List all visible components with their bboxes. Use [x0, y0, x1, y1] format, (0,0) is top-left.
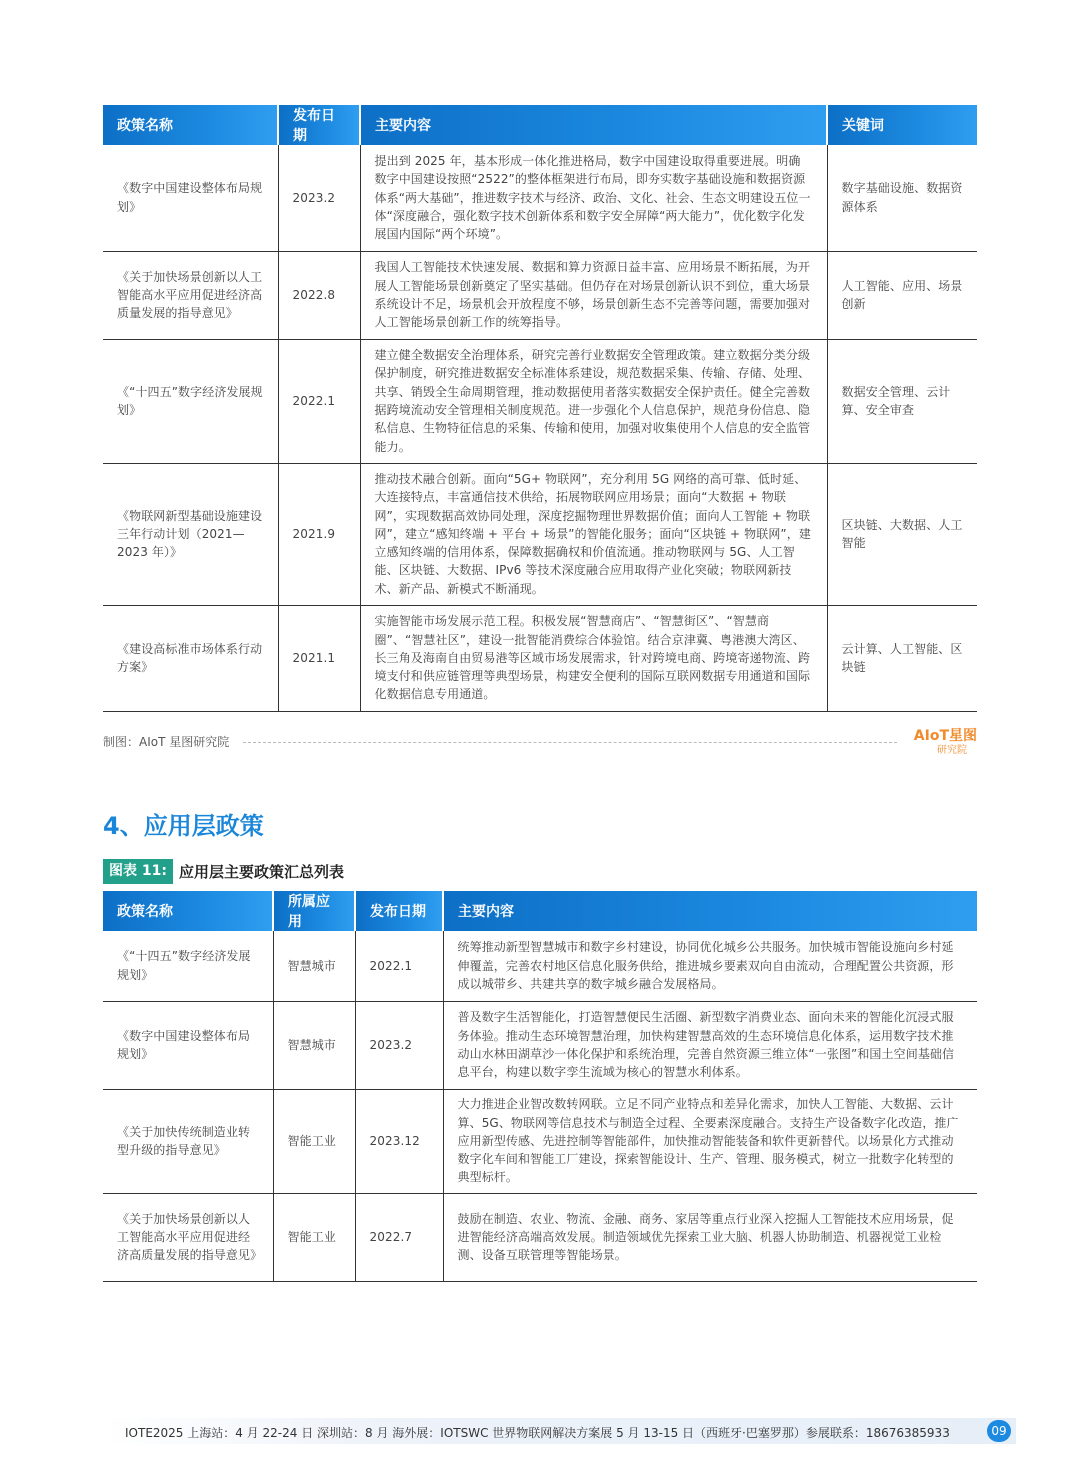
header-keywords: 关键词	[827, 105, 977, 145]
application: 智能工业	[273, 1089, 355, 1193]
table-row	[103, 1193, 977, 1281]
policy-name: 《关于加快传统制造业转型升级的指导意见》	[103, 1089, 273, 1193]
application: 智慧城市	[273, 1001, 355, 1089]
header-main-content: 主要内容	[443, 891, 977, 931]
release-date: 2022.7	[355, 1193, 443, 1281]
footer-text: IOTE2025 上海站：4 月 22-24 日 深圳站：8 月 海外展：IOTSWC 世界物联网解决方案展 5 月 13-15 日（西班牙·巴塞罗那）参展联系：18676385933	[125, 1426, 950, 1440]
policy-name: 《建设高标准市场体系行动方案》	[103, 605, 278, 711]
main-content: 实施智能市场发展示范工程。积极发展“智慧商店”、“智慧街区”、“智慧商圈”、“智慧社区”，建设一批智能消费综合体验馆。结合京津冀、粤港澳大湾区、长三角及海南自由贸易港等区域市场发展需求，针对跨境电商、跨境寄递物流、跨境支付和供应链管理等典型场景，构建安全便利的国际互联网数据专用通道和国际化数据信息专用通道。	[360, 605, 827, 711]
keywords: 区块链、大数据、人工智能	[827, 463, 977, 605]
policy-name: 《关于加快场景创新以人工智能高水平应用促进经济高质量发展的指导意见》	[103, 1193, 273, 1281]
main-content: 推动技术融合创新。面向“5G+ 物联网”，充分利用 5G 网络的高可靠、低时延、大连接特点，丰富通信技术供给，拓展物联网应用场景；面向“大数据 + 物联网”，实现数据高效协同处理，深度挖掘物理世界数据价值；面向人工智能 + 物联网”，建立“感知终端 + 平台 + 场景”的智能化服务；面向“区块链 + 物联网”，建立感知终端的信用体系，保障数据确权和价值流通。推动物联网与 5G、人工智能、区块链、大数据、IPv6 等技术深度融合应用取得产业化突破；物联网新技术、新产品、新模式不断涌现。	[360, 463, 827, 605]
policy-table-application	[103, 891, 977, 1282]
release-date: 2021.9	[278, 463, 360, 605]
table-row	[103, 605, 977, 711]
policy-name: 《数字中国建设整体布局规划》	[103, 145, 278, 251]
figure-label	[103, 859, 344, 884]
header-application: 所属应用	[273, 891, 355, 931]
keywords: 数字基础设施、数据资源体系	[827, 145, 977, 251]
policy-name: 《数字中国建设整体布局规划》	[103, 1001, 273, 1089]
header-policy-name: 政策名称	[103, 891, 273, 931]
policy-name: 《物联网新型基础设施建设三年行动计划（2021—2023 年）》	[103, 463, 278, 605]
policy-table-infrastructure	[103, 105, 977, 712]
table-header-row	[103, 105, 977, 145]
policy-name: 《“十四五”数字经济发展规划》	[103, 931, 273, 1001]
page-number: 09	[987, 1420, 1011, 1442]
header-release-date: 发布日期	[355, 891, 443, 931]
aiot-logo	[907, 725, 977, 755]
keywords: 人工智能、应用、场景创新	[827, 251, 977, 339]
footer-bar	[103, 1418, 1016, 1444]
figure-title: 应用层主要政策汇总列表	[178, 863, 344, 881]
logo-sub-text: 研究院	[937, 745, 967, 756]
header-release-date: 发布日期	[278, 105, 360, 145]
policy-name: 《关于加快场景创新以人工智能高水平应用促进经济高质量发展的指导意见》	[103, 251, 278, 339]
figure-badge: 图表 11:	[103, 859, 173, 884]
table-row	[103, 463, 977, 605]
table-row	[103, 931, 977, 1001]
application: 智能工业	[273, 1193, 355, 1281]
main-content: 普及数字生活智能化，打造智慧便民生活圈、新型数字消费业态、面向未来的智能化沉浸式服务体验。推动生态环境智慧治理，加快构建智慧高效的生态环境信息化体系，运用数字技术推动山水林田湖草沙一体化保护和系统治理，完善自然资源三维立体“一张图”和国土空间基础信息平台，构建以数字孪生流域为核心的智慧水利体系。	[443, 1001, 977, 1089]
source-divider	[243, 742, 897, 743]
release-date: 2021.1	[278, 605, 360, 711]
table-row	[103, 145, 977, 251]
table-row	[103, 251, 977, 339]
release-date: 2023.2	[278, 145, 360, 251]
main-content: 我国人工智能技术快速发展、数据和算力资源日益丰富、应用场景不断拓展，为开展人工智能场景创新奠定了坚实基础。但仍存在对场景创新认识不到位，重大场景系统设计不足，场景机会开放程度不够，场景创新生态不完善等问题，需要加强对人工智能场景创新工作的统筹指导。	[360, 251, 827, 339]
main-content: 统筹推动新型智慧城市和数字乡村建设，协同优化城乡公共服务。加快城市智能设施向乡村延伸覆盖，完善农村地区信息化服务供给，推进城乡要素双向自由流动，合理配置公共资源，形成以城带乡、共建共享的数字城乡融合发展格局。	[443, 931, 977, 1001]
release-date: 2022.1	[355, 931, 443, 1001]
keywords: 数据安全管理、云计算、安全审查	[827, 339, 977, 463]
source-text: 制图：AIoT 星图研究院	[103, 735, 230, 749]
chart-source	[103, 728, 977, 756]
main-content: 大力推进企业智改数转网联。立足不同产业特点和差异化需求，加快人工智能、大数据、云计算、5G、物联网等信息技术与制造全过程、全要素深度融合。支持生产设备数字化改造，推广应用新型传感、先进控制等智能部件，加快推动智能装备和软件更新替代。以场景化方式推动数字化车间和智能工厂建设，探索智能设计、生产、管理、服务模式，树立一批数字化转型的典型标杆。	[443, 1089, 977, 1193]
policy-name: 《“十四五”数字经济发展规划》	[103, 339, 278, 463]
keywords: 云计算、人工智能、区块链	[827, 605, 977, 711]
release-date: 2023.12	[355, 1089, 443, 1193]
release-date: 2023.2	[355, 1001, 443, 1089]
main-content: 提出到 2025 年，基本形成一体化推进格局，数字中国建设取得重要进展。明确数字中国建设按照“2522”的整体框架进行布局，即夯实数字基础设施和数据资源体系“两大基础”，推进数字技术与经济、政治、文化、社会、生态文明建设五位一体“深度融合，强化数字技术创新体系和数字安全屏障“两大能力”，优化数字化发展国内国际“两个环境”。	[360, 145, 827, 251]
table-header-row	[103, 891, 977, 931]
release-date: 2022.1	[278, 339, 360, 463]
main-content: 鼓励在制造、农业、物流、金融、商务、家居等重点行业深入挖掘人工智能技术应用场景，促进智能经济高端高效发展。制造领域优先探索工业大脑、机器人协助制造、机器视觉工业检测、设备互联管理等智能场景。	[443, 1193, 977, 1281]
header-policy-name: 政策名称	[103, 105, 278, 145]
header-main-content: 主要内容	[360, 105, 827, 145]
logo-main-text: AIoT星图	[913, 728, 977, 744]
table-row	[103, 1001, 977, 1089]
main-content: 建立健全数据安全治理体系，研究完善行业数据安全管理政策。建立数据分类分级保护制度，研究推进数据安全标准体系建设，规范数据采集、传输、存储、处理、共享、销毁全生命周期管理，推动数据使用者落实数据安全保护责任。健全完善数据跨境流动安全管理相关制度规范。进一步强化个人信息保护，规范身份信息、隐私信息、生物特征信息的采集、传输和使用，加强对收集使用个人信息的安全监管能力。	[360, 339, 827, 463]
table-row	[103, 1089, 977, 1193]
table-row	[103, 339, 977, 463]
application: 智慧城市	[273, 931, 355, 1001]
release-date: 2022.8	[278, 251, 360, 339]
section-title: 4、应用层政策	[103, 812, 264, 840]
